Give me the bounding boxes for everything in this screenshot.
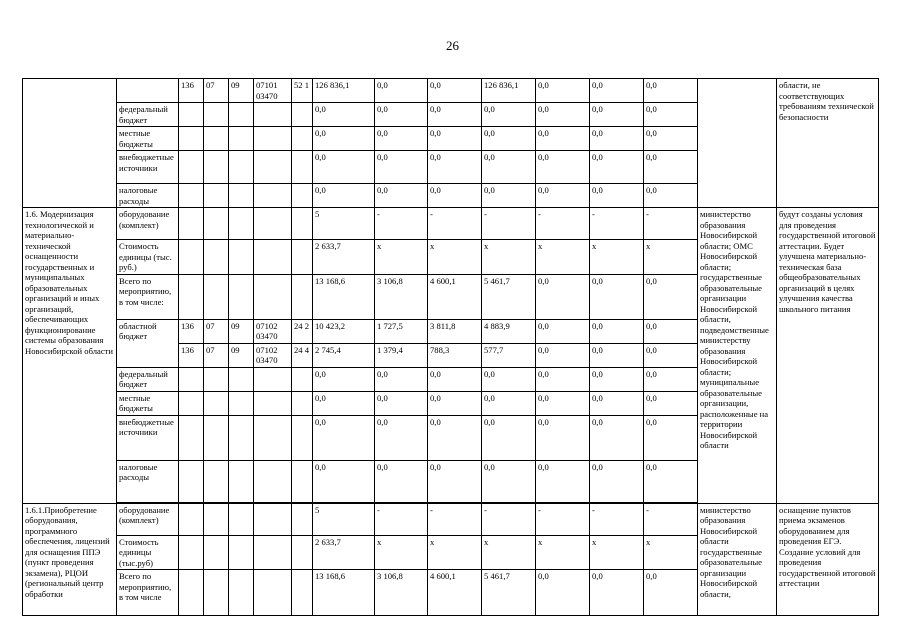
grbs-cell: 136	[179, 343, 204, 367]
result-cell: оснащение пунктов приема экзаменов оборудованием для проведения ЕГЭ. Создание условий для проведения государственной итоговой аттестации	[777, 503, 879, 616]
value-cell: x	[590, 240, 644, 275]
value-cell: 0,0	[536, 103, 590, 127]
empty-cell	[292, 460, 313, 502]
value-cell: 0,0	[375, 103, 428, 127]
empty-cell	[254, 240, 292, 275]
value-cell: 0,0	[644, 570, 698, 616]
empty-cell	[229, 184, 254, 208]
value-cell: -	[428, 503, 482, 535]
empty-cell	[254, 127, 292, 151]
empty-cell	[229, 415, 254, 460]
table-row	[23, 208, 879, 240]
value-cell: 0,0	[536, 343, 590, 367]
empty-cell	[229, 274, 254, 319]
empty-cell	[292, 535, 313, 570]
empty-cell	[254, 367, 292, 391]
value-cell: 0,0	[590, 343, 644, 367]
indicator-cell: Всего по мероприятию, в том числе	[117, 570, 179, 616]
value-cell: 2 633,7	[313, 535, 375, 570]
value-cell: -	[590, 208, 644, 240]
value-cell: 4 883,9	[482, 319, 536, 343]
indicator-cell: местные бюджеты	[117, 391, 179, 415]
value-cell: 13 168,6	[313, 274, 375, 319]
empty-cell	[179, 184, 204, 208]
value-cell: 0,0	[313, 103, 375, 127]
value-cell: 0,0	[313, 415, 375, 460]
empty-cell	[254, 391, 292, 415]
empty-cell	[204, 570, 229, 616]
page-number: 26	[446, 38, 459, 53]
empty-cell	[292, 503, 313, 535]
value-cell: 0,0	[590, 460, 644, 502]
value-cell: -	[590, 503, 644, 535]
rz-cell: 07	[204, 319, 229, 343]
value-cell: 126 836,1	[313, 79, 375, 103]
table-row	[23, 503, 879, 535]
value-cell: -	[375, 503, 428, 535]
value-cell: 0,0	[644, 103, 698, 127]
value-cell: 0,0	[536, 367, 590, 391]
value-cell: 0,0	[536, 319, 590, 343]
vr-cell: 24 2	[292, 319, 313, 343]
empty-cell	[292, 208, 313, 240]
event-name-cell: 1.6.1.Приобретение оборудования, программного обеспечения, лицензий для оснащения ППЭ (пункт проведения экзамена), РЦОИ (региональный центр обработки	[23, 503, 117, 616]
value-cell: 0,0	[375, 151, 428, 184]
empty-cell	[179, 208, 204, 240]
budget-table	[22, 78, 879, 616]
empty-cell	[292, 415, 313, 460]
value-cell: x	[428, 240, 482, 275]
value-cell: 2 633,7	[313, 240, 375, 275]
value-cell: 0,0	[375, 391, 428, 415]
value-cell: 0,0	[428, 415, 482, 460]
value-cell: 0,0	[536, 274, 590, 319]
value-cell: 0,0	[644, 151, 698, 184]
value-cell: 0,0	[644, 391, 698, 415]
value-cell: 13 168,6	[313, 570, 375, 616]
value-cell: 0,0	[536, 79, 590, 103]
value-cell: 0,0	[536, 184, 590, 208]
value-cell: 0,0	[428, 103, 482, 127]
empty-cell	[229, 460, 254, 502]
empty-cell	[292, 127, 313, 151]
indicator-cell: Стоимость единицы (тыс. руб.)	[117, 240, 179, 275]
empty-cell	[254, 460, 292, 502]
empty-cell	[179, 274, 204, 319]
value-cell: 0,0	[428, 184, 482, 208]
empty-cell	[254, 415, 292, 460]
empty-cell	[179, 151, 204, 184]
empty-cell	[204, 103, 229, 127]
empty-cell	[229, 240, 254, 275]
indicator-cell: областной бюджет	[117, 319, 179, 367]
value-cell: 1 727,5	[375, 319, 428, 343]
value-cell: 3 106,8	[375, 570, 428, 616]
empty-cell	[179, 415, 204, 460]
indicator-cell: местные бюджеты	[117, 127, 179, 151]
value-cell: 3 106,8	[375, 274, 428, 319]
value-cell: 0,0	[482, 367, 536, 391]
result-cell: будут созданы условия для проведения государственной итоговой аттестации. Будет улучшена материально-техническая база общеобразовательных организаций в целях улучшения качества школьного питания	[777, 208, 879, 504]
value-cell: 0,0	[644, 367, 698, 391]
rz-cell: 07	[204, 79, 229, 103]
value-cell: 0,0	[428, 79, 482, 103]
value-cell: x	[428, 535, 482, 570]
value-cell: 5 461,7	[482, 274, 536, 319]
grbs-cell: 136	[179, 319, 204, 343]
indicator-cell: налоговые расходы	[117, 460, 179, 502]
result-cell: области, не соответствующих требованиям технической безопасности	[777, 79, 879, 208]
value-cell: 0,0	[375, 79, 428, 103]
value-cell: 1 379,4	[375, 343, 428, 367]
value-cell: 0,0	[644, 127, 698, 151]
empty-cell	[204, 503, 229, 535]
value-cell: 0,0	[590, 184, 644, 208]
rz-cell: 07	[204, 343, 229, 367]
empty-cell	[254, 184, 292, 208]
empty-cell	[292, 184, 313, 208]
value-cell: -	[644, 208, 698, 240]
value-cell: 0,0	[590, 274, 644, 319]
value-cell: -	[482, 503, 536, 535]
empty-cell	[179, 391, 204, 415]
value-cell: 0,0	[482, 415, 536, 460]
empty-cell	[292, 103, 313, 127]
value-cell: x	[644, 240, 698, 275]
value-cell: 10 423,2	[313, 319, 375, 343]
empty-cell	[204, 240, 229, 275]
value-cell: 0,0	[375, 184, 428, 208]
value-cell: 4 600,1	[428, 570, 482, 616]
value-cell: x	[536, 240, 590, 275]
empty-cell	[229, 151, 254, 184]
vr-cell: 52 1	[292, 79, 313, 103]
empty-cell	[229, 367, 254, 391]
empty-cell	[229, 535, 254, 570]
value-cell: 2 745,4	[313, 343, 375, 367]
indicator-cell: оборудование (комплект)	[117, 208, 179, 240]
value-cell: 0,0	[482, 103, 536, 127]
value-cell: 0,0	[536, 151, 590, 184]
value-cell: 0,0	[590, 391, 644, 415]
empty-cell	[229, 127, 254, 151]
value-cell: 5	[313, 503, 375, 535]
indicator-cell: Стоимость единицы (тыс.руб)	[117, 535, 179, 570]
csr-cell: 07101 03470	[254, 79, 292, 103]
empty-cell	[229, 391, 254, 415]
value-cell: 0,0	[482, 460, 536, 502]
empty-cell	[254, 535, 292, 570]
indicator-cell: внебюджетные источники	[117, 151, 179, 184]
value-cell: 0,0	[428, 151, 482, 184]
value-cell: 577,7	[482, 343, 536, 367]
empty-cell	[292, 240, 313, 275]
value-cell: 0,0	[482, 151, 536, 184]
value-cell: 0,0	[313, 367, 375, 391]
pr-cell: 09	[229, 319, 254, 343]
value-cell: 0,0	[428, 127, 482, 151]
value-cell: x	[375, 535, 428, 570]
value-cell: 788,3	[428, 343, 482, 367]
indicator-cell: Всего по мероприятию, в том числе:	[117, 274, 179, 319]
empty-cell	[204, 184, 229, 208]
value-cell: 0,0	[590, 103, 644, 127]
empty-cell	[292, 274, 313, 319]
executor-cell	[698, 79, 777, 208]
vr-cell: 24 4	[292, 343, 313, 367]
empty-cell	[179, 460, 204, 502]
value-cell: 0,0	[482, 184, 536, 208]
value-cell: x	[375, 240, 428, 275]
value-cell: 5	[313, 208, 375, 240]
value-cell: 0,0	[375, 415, 428, 460]
empty-cell	[204, 415, 229, 460]
value-cell: 126 836,1	[482, 79, 536, 103]
value-cell: 0,0	[536, 391, 590, 415]
value-cell: 0,0	[375, 127, 428, 151]
pr-cell: 09	[229, 343, 254, 367]
empty-cell	[204, 460, 229, 502]
value-cell: 0,0	[313, 151, 375, 184]
empty-cell	[292, 570, 313, 616]
pr-cell: 09	[229, 79, 254, 103]
empty-cell	[179, 127, 204, 151]
value-cell: 0,0	[644, 274, 698, 319]
value-cell: x	[482, 240, 536, 275]
value-cell: 0,0	[428, 391, 482, 415]
empty-cell	[204, 127, 229, 151]
value-cell: 0,0	[644, 415, 698, 460]
indicator-cell: налоговые расходы	[117, 184, 179, 208]
empty-cell	[254, 151, 292, 184]
empty-cell	[229, 570, 254, 616]
value-cell: x	[590, 535, 644, 570]
value-cell: -	[482, 208, 536, 240]
value-cell: x	[482, 535, 536, 570]
value-cell: -	[375, 208, 428, 240]
empty-cell	[204, 208, 229, 240]
empty-cell	[292, 367, 313, 391]
value-cell: x	[536, 535, 590, 570]
value-cell: 0,0	[644, 79, 698, 103]
executor-cell: министерство образования Новосибирской области; ОМС Новосибирской области; государственные образовательные организации Новосибирской области, подведомственные министерству образования Новосибирской области; муниципальные образовательные организации, расположенные на территории Новосибирской области	[698, 208, 777, 504]
indicator-cell	[117, 79, 179, 103]
indicator-cell: федеральный бюджет	[117, 103, 179, 127]
value-cell: 0,0	[313, 391, 375, 415]
event-name-cell	[23, 79, 117, 208]
value-cell: 0,0	[375, 367, 428, 391]
empty-cell	[254, 103, 292, 127]
empty-cell	[229, 103, 254, 127]
empty-cell	[179, 367, 204, 391]
grbs-cell: 136	[179, 79, 204, 103]
value-cell: 0,0	[644, 184, 698, 208]
value-cell: 0,0	[536, 570, 590, 616]
value-cell: 4 600,1	[428, 274, 482, 319]
empty-cell	[292, 391, 313, 415]
value-cell: 0,0	[644, 460, 698, 502]
csr-cell: 07102 03470	[254, 343, 292, 367]
empty-cell	[254, 503, 292, 535]
value-cell: 0,0	[590, 570, 644, 616]
value-cell: 0,0	[428, 367, 482, 391]
value-cell: 0,0	[644, 343, 698, 367]
value-cell: 0,0	[428, 460, 482, 502]
value-cell: 0,0	[590, 79, 644, 103]
value-cell: 0,0	[536, 415, 590, 460]
value-cell: 0,0	[313, 127, 375, 151]
value-cell: 0,0	[482, 127, 536, 151]
value-cell: -	[644, 503, 698, 535]
executor-cell: министерство образования Новосибирской области государственные образовательные организации Новосибирской области,	[698, 503, 777, 616]
empty-cell	[292, 151, 313, 184]
value-cell: 3 811,8	[428, 319, 482, 343]
value-cell: 0,0	[375, 460, 428, 502]
value-cell: x	[644, 535, 698, 570]
empty-cell	[254, 570, 292, 616]
empty-cell	[204, 151, 229, 184]
value-cell: 0,0	[644, 319, 698, 343]
value-cell: 0,0	[313, 184, 375, 208]
value-cell: -	[536, 208, 590, 240]
empty-cell	[179, 535, 204, 570]
empty-cell	[179, 503, 204, 535]
value-cell: 0,0	[313, 460, 375, 502]
value-cell: 0,0	[590, 151, 644, 184]
indicator-cell: оборудование (комплект)	[117, 503, 179, 535]
indicator-cell: внебюджетные источники	[117, 415, 179, 460]
value-cell: -	[536, 503, 590, 535]
empty-cell	[229, 208, 254, 240]
value-cell: 0,0	[590, 415, 644, 460]
empty-cell	[204, 391, 229, 415]
empty-cell	[254, 208, 292, 240]
empty-cell	[229, 503, 254, 535]
value-cell: 0,0	[536, 127, 590, 151]
event-name-cell: 1.6. Модернизация технологической и материально-технической оснащенности государственных и муниципальных образовательных организаций и иных организаций, обеспечивающих функционирование системы образования Новосибирской области	[23, 208, 117, 504]
empty-cell	[204, 367, 229, 391]
value-cell: 5 461,7	[482, 570, 536, 616]
value-cell: 0,0	[590, 367, 644, 391]
value-cell: 0,0	[590, 127, 644, 151]
value-cell: 0,0	[482, 391, 536, 415]
empty-cell	[179, 240, 204, 275]
value-cell: 0,0	[590, 319, 644, 343]
empty-cell	[179, 570, 204, 616]
csr-cell: 07102 03470	[254, 319, 292, 343]
indicator-cell: федеральный бюджет	[117, 367, 179, 391]
value-cell: -	[428, 208, 482, 240]
empty-cell	[204, 274, 229, 319]
empty-cell	[204, 535, 229, 570]
value-cell: 0,0	[536, 460, 590, 502]
empty-cell	[254, 274, 292, 319]
empty-cell	[179, 103, 204, 127]
table-row	[23, 79, 879, 103]
